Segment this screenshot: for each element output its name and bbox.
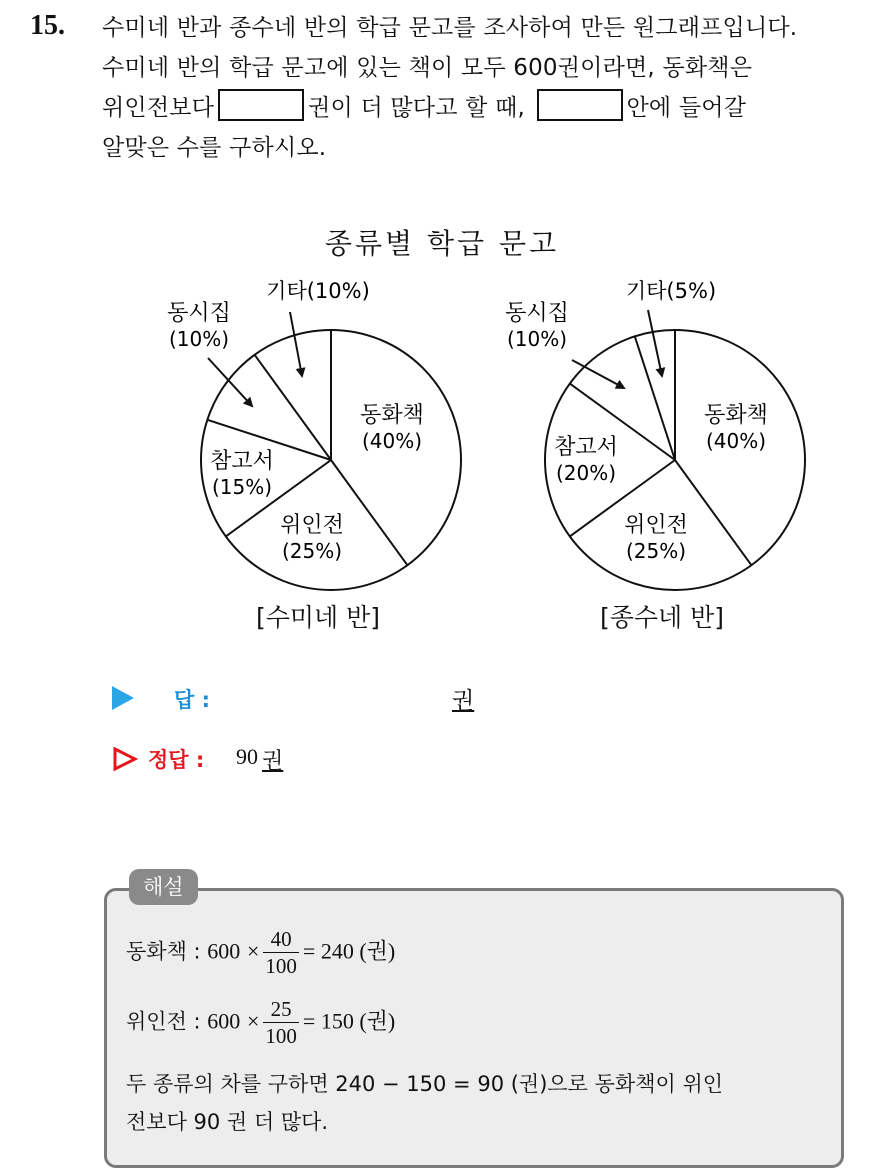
question-text xyxy=(102,8,872,168)
pie-caption-sumi: [수미네 반] xyxy=(256,603,381,632)
exp2-denominator: 100 xyxy=(265,1024,297,1048)
explanation-line-3: 두 종류의 차를 구하면 240 − 150 = 90 (권)으로 동화책이 위인 xyxy=(126,1072,724,1096)
times-sign: × xyxy=(246,938,260,964)
slice-percent-bio: (25%) xyxy=(625,539,687,563)
exp2-prefix: 위인전 : xyxy=(126,1009,201,1034)
answer-unit: 권 xyxy=(452,688,475,714)
question-line-3a: 위인전보다 xyxy=(102,95,215,121)
play-triangle-icon xyxy=(112,686,134,710)
exp1-whole: 600 xyxy=(207,938,241,964)
question-line-3c: 안에 들어갈 xyxy=(626,95,747,121)
slice-label-book: 동화책 xyxy=(360,403,424,428)
explanation-line-1 xyxy=(126,926,395,979)
exp1-result: = 240 (권) xyxy=(302,938,396,964)
explanation-line-4: 전보다 90 권 더 많다. xyxy=(126,1110,329,1134)
slice-label-bio: 위인전 xyxy=(280,513,344,538)
question-line-2: 수미네 반의 학급 문고에 있는 책이 모두 600권이라면, 동화책은 xyxy=(102,55,753,81)
pie-jongsu xyxy=(505,279,805,590)
slice-percent-book: (40%) xyxy=(705,429,767,453)
slice-label-etc: 기타(10%) xyxy=(266,279,370,303)
slice-percent-ref: (15%) xyxy=(211,475,273,499)
slice-label-poem: 동시집 xyxy=(505,301,569,326)
exp1-denominator: 100 xyxy=(265,954,297,978)
exp1-fraction xyxy=(263,926,299,979)
question-line-1: 수미네 반과 종수네 반의 학급 문고를 조사하여 만든 원그래프입니다. xyxy=(102,15,798,41)
question-line-3 xyxy=(102,88,872,128)
slice-percent-poem: (10%) xyxy=(168,327,230,351)
correct-row xyxy=(112,742,512,782)
slice-percent-bio: (25%) xyxy=(281,539,343,563)
slice-label-ref: 참고서 xyxy=(210,449,274,474)
correct-value: 90 xyxy=(236,744,258,769)
correct-label: 정답 : xyxy=(148,748,205,772)
slice-label-book: 동화책 xyxy=(704,403,768,428)
exp2-fraction xyxy=(263,996,299,1049)
slice-label-etc: 기타(5%) xyxy=(625,279,717,303)
slice-label-ref: 참고서 xyxy=(554,435,618,460)
exp2-numerator: 25 xyxy=(270,997,292,1021)
question-line-3b: 권이 더 많다고 할 때, xyxy=(308,95,525,121)
pie-sumi xyxy=(167,279,461,590)
exp1-numerator: 40 xyxy=(270,927,292,951)
explanation-tag: 해설 xyxy=(129,869,198,905)
question-number: 15. xyxy=(30,10,65,41)
slice-percent-ref: (20%) xyxy=(555,461,617,485)
pie-caption-jongsu: [종수네 반] xyxy=(600,603,725,632)
pie-charts xyxy=(0,270,884,600)
slice-label-bio: 위인전 xyxy=(624,513,688,538)
slice-label-poem: 동시집 xyxy=(167,301,231,326)
explanation-line-2 xyxy=(126,996,395,1049)
correct-unit: 권 xyxy=(262,749,284,774)
question-line-4: 알맞은 수를 구하시오. xyxy=(102,135,327,161)
outline-triangle-icon xyxy=(112,746,138,772)
answer-blank-box xyxy=(218,89,304,121)
exp2-result: = 150 (권) xyxy=(302,1008,396,1034)
exp2-whole: 600 xyxy=(207,1008,241,1034)
blank-reference-box xyxy=(537,89,623,121)
answer-label: 답 : xyxy=(174,688,210,712)
slice-percent-book: (40%) xyxy=(361,429,423,453)
slice-percent-poem: (10%) xyxy=(506,327,568,351)
times-sign: × xyxy=(246,1008,260,1034)
answer-row xyxy=(112,680,512,720)
exp1-prefix: 동화책 : xyxy=(126,939,201,964)
chart-title: 종류별 학급 문고 xyxy=(324,227,560,260)
